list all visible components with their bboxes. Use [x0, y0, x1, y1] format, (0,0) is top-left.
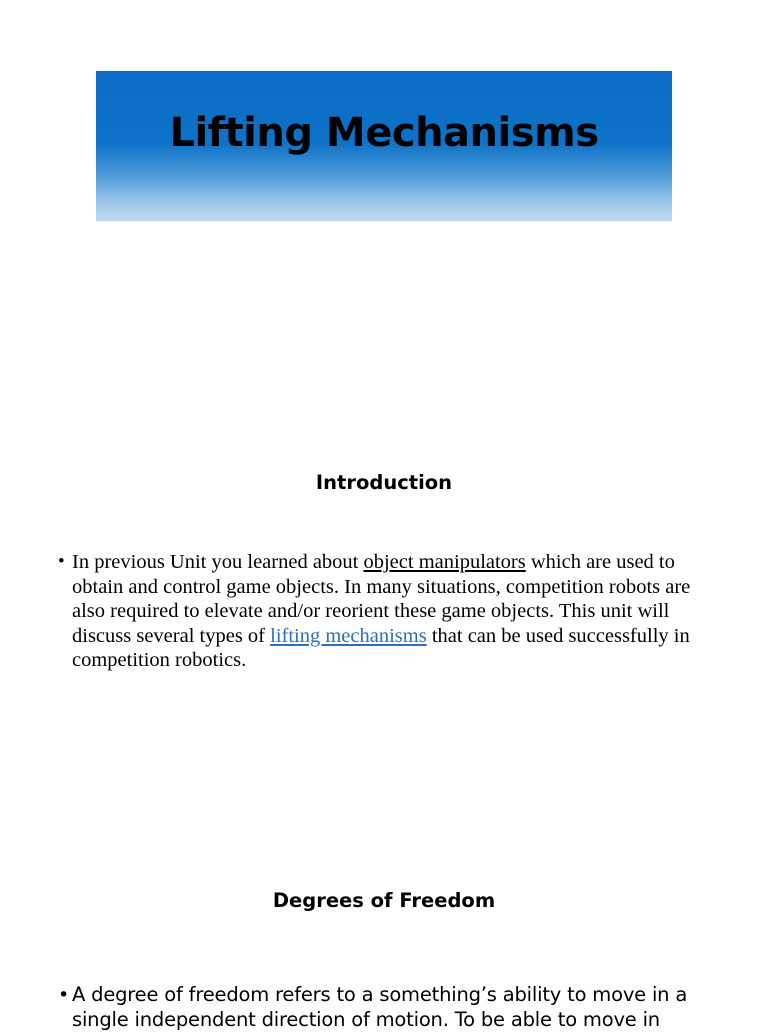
section-heading-introduction: Introduction — [315, 471, 453, 494]
paragraph-text: In previous Unit you learned about — [72, 551, 364, 573]
paragraph-text: which are used to obtain and control game objects. In many situations, competition robots are also required to elevate and/or reorient these game objects. This unit will discuss several types of — [72, 551, 691, 647]
paragraph-introduction — [72, 550, 718, 673]
paragraph-text: A degree of freedom refers to a something’s ability to move in a single independent direction of motion. To be able to move in — [72, 983, 688, 1031]
lifting-mechanisms-link[interactable]: lifting mechanisms — [270, 624, 427, 647]
section-heading-degrees-of-freedom: Degrees of Freedom — [272, 889, 496, 912]
title-banner — [96, 71, 672, 221]
list-item-degrees-of-freedom — [58, 983, 718, 1032]
bullet-icon: • — [58, 984, 70, 1006]
bullet-icon: • — [58, 551, 65, 572]
paragraph-degrees-of-freedom — [72, 983, 718, 1032]
list-item-introduction — [58, 550, 718, 673]
object-manipulators-link[interactable]: object manipulators — [363, 551, 526, 573]
paragraph-text: that can be used successfully in competition robotics. — [72, 624, 690, 672]
page-title: Lifting Mechanisms — [169, 110, 599, 156]
